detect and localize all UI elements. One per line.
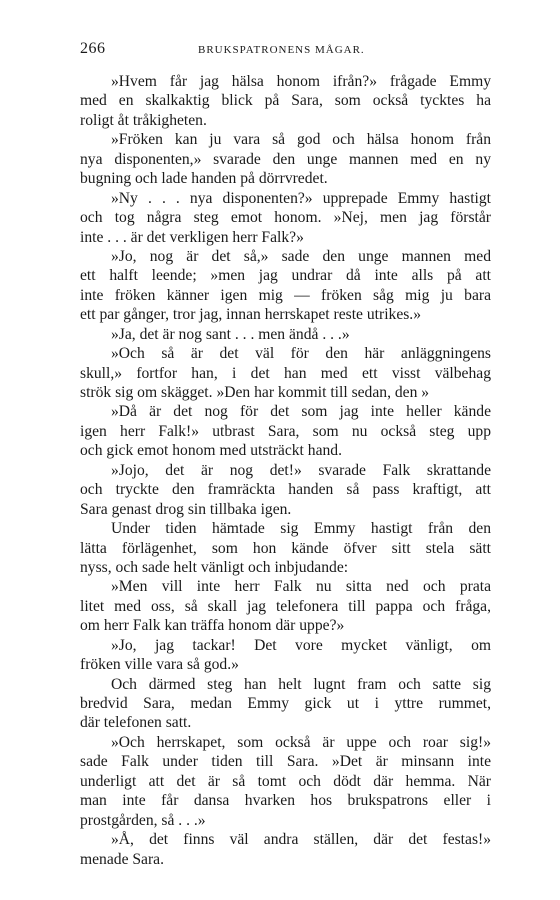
paragraph (80, 830, 491, 869)
text-line: »Hvem får jag hälsa honom ifrån?» frågade Emmy (111, 73, 491, 90)
text-line: »Fröken kan ju vara så god och hälsa honom från (111, 131, 491, 149)
paragraph (80, 325, 491, 344)
text-line: lätta förlägenhet, som hon kände öfver sitt stela sätt (80, 539, 491, 557)
page-header (80, 40, 490, 62)
paragraph (80, 675, 491, 733)
text-line: »Jojo, det är nog det!» svarade Falk skrattande (111, 461, 491, 479)
text-line: sade Falk under tiden till Sara. »Det är minsann inte (80, 753, 491, 771)
text-line: bugning och lade handen på dörrvredet. (80, 170, 328, 188)
text-line: Och därmed steg han helt lugnt fram och satte sig (111, 675, 491, 693)
text-line: man inte får dansa hvarken hos brukspatrons eller i (80, 792, 491, 810)
text-line: Sara genast drog sin tillbaka igen. (80, 500, 292, 518)
paragraph (80, 72, 491, 130)
text-line: ett par gånger, tror jag, innan herrskapet reste utrikes.» (80, 306, 422, 324)
text-line: »Å, det finns väl andra ställen, där det festas!» (111, 831, 491, 849)
text-line: skull,» fortfor han, i det han med ett visst välbehag (80, 364, 491, 382)
page-number: 266 (80, 40, 106, 57)
text-line: »Och så är det väl för den här anläggningens (111, 345, 491, 363)
running-title: BRUKSPATRONENS MÅGAR. (198, 44, 365, 56)
text-line: prostgården, så . . .» (80, 811, 206, 829)
text-line: nyss, och sade helt vänligt och inbjudande: (80, 558, 349, 576)
paragraph (80, 461, 491, 519)
text-line: »Då är det nog för det som jag inte heller kände (111, 403, 491, 421)
text-line: »Jo, jag tackar! Det vore mycket vänligt, om (111, 636, 491, 654)
text-line: inte fröken känner igen mig — fröken såg mig ju bara (80, 286, 491, 304)
text-line: inte . . . är det verkligen herr Falk?» (80, 228, 304, 246)
paragraph (80, 733, 491, 830)
text-line: »Och herrskapet, som också är uppe och roar sig!» (111, 733, 491, 751)
paragraph (80, 519, 491, 577)
text-line: litet med oss, så skall jag telefonera till pappa och fråga, (80, 597, 491, 615)
text-line: nya disponenten,» svarade den unge mannen med en ny (80, 150, 491, 168)
text-line: med en skalkaktig blick på Sara, som också tycktes ha (80, 92, 491, 110)
text-line: om herr Falk kan träffa honom där uppe?» (80, 617, 345, 635)
body-text (80, 72, 491, 869)
text-line: »Ja, det är nog sant . . . men ändå . . .» (111, 325, 350, 343)
text-line: bredvid Sara, medan Emmy gick ut i yttre rummet, (80, 695, 491, 712)
paragraph (80, 636, 491, 675)
text-line: roligt åt tråkigheten. (80, 111, 207, 129)
paragraph (80, 189, 491, 247)
paragraph (80, 247, 491, 325)
text-line: strök sig om skägget. »Den har kommit till sedan, den » (80, 384, 430, 401)
paragraph (80, 402, 491, 460)
text-line: och tog några steg emot honom. »Nej, men jag förstår (80, 209, 491, 227)
paragraph (80, 344, 491, 402)
text-line: menade Sara. (80, 850, 164, 868)
text-line: ett halft leende; »men jag undrar då inte alls på att (80, 267, 491, 285)
text-line: fröken ville vara så god.» (80, 656, 239, 674)
text-line: underligt att det är så tomt och dödt där hemma. När (80, 772, 491, 790)
text-line: Under tiden hämtade sig Emmy hastigt från den (111, 520, 491, 538)
text-line: »Ny . . . nya disponenten?» upprepade Emmy hastigt (111, 189, 491, 207)
text-line: »Men vill inte herr Falk nu sitta ned och prata (111, 578, 491, 596)
text-line: och tryckte den framräckta handen så pass kraftigt, att (80, 481, 491, 499)
text-line: och gick emot honom med utsträckt hand. (80, 442, 343, 460)
paragraph (80, 130, 491, 188)
text-line: »Jo, nog är det så,» sade den unge mannen med (111, 247, 491, 265)
text-line: där telefonen satt. (80, 714, 192, 732)
text-line: igen herr Falk!» utbrast Sara, som nu också steg upp (80, 422, 491, 440)
paragraph (80, 577, 491, 635)
